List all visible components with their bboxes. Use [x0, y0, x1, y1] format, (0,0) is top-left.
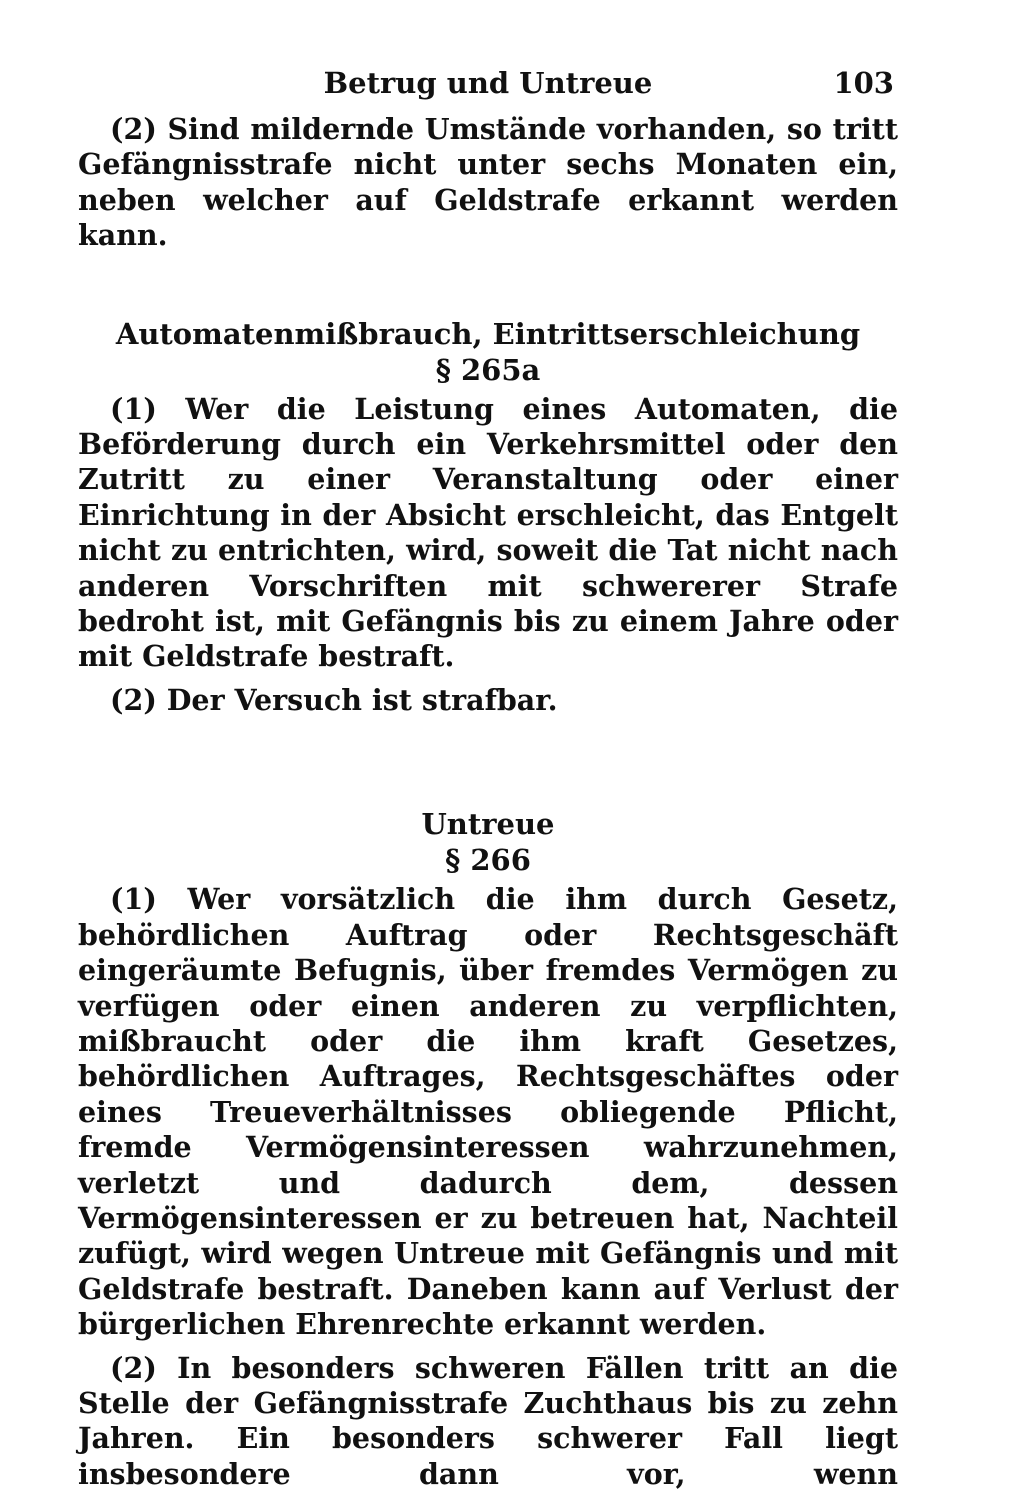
- book-page: [78, 66, 898, 1492]
- paragraph-1: (1) Wer vorsätzlich die ihm durch Gesetz, behördlichen Auftrag oder Rechtsgeschäft eingeräumte Befugnis, über fremdes Vermögen zu verfügen oder einen anderen zu verpflichten, mißbraucht oder die ihm kraft Gesetzes, behördlichen Auftrages, Rechtsgeschäftes oder eines Treueverhältnisses obliegende Pflicht, fremde Vermögensinteressen wahrzunehmen, verletzt und dadurch dem, dessen Vermögensinteressen er zu betreuen hat, Nachteil zufügt, wird wegen Untreue mit Gefängnis und mit Geldstrafe bestraft. Daneben kann auf Verlust der bürgerlichen Ehrenrechte erkannt werden.: [78, 882, 898, 1342]
- paragraph-1: (1) Wer die Leistung eines Automaten, die Beförderung durch ein Verkehrsmittel oder den Zutritt zu einer Veranstaltung oder einer Einrichtung in der Absicht erschleicht, das Entgelt nicht zu entrichten, wird, soweit die Tat nicht nach anderen Vorschriften mit schwererer Strafe bedroht ist, mit Gefängnis bis zu einem Jahre oder mit Geldstrafe bestraft.: [78, 391, 898, 674]
- paragraph-2: (2) Der Versuch ist strafbar.: [110, 682, 558, 717]
- continuation-paragraph: (2) Sind mildernde Umstände vorhanden, so tritt Gefängnisstrafe nicht unter sechs Monaten ein, neben welcher auf Geldstrafe erkannt werden kann.: [78, 112, 898, 253]
- section-title: Untreue: [421, 807, 555, 842]
- page-number: 103: [833, 66, 894, 100]
- running-head-title: Betrug und Untreue: [323, 66, 653, 100]
- section-265a: [78, 316, 898, 719]
- section-number: § 265a: [435, 352, 541, 387]
- section-gap: [78, 718, 898, 806]
- section-number: § 266: [445, 843, 531, 878]
- section-gap: [78, 254, 898, 316]
- running-head: [78, 66, 898, 112]
- section-266: [78, 806, 898, 1492]
- paragraph-2: (2) In besonders schweren Fällen tritt an die Stelle der Gefängnisstrafe Zuchthaus bis zu zehn Jahren. Ein besonders schwerer Fall liegt insbesondere dann vor, wenn: [78, 1350, 898, 1491]
- section-title: Automatenmißbrauch, Eintrittserschleichung: [115, 316, 861, 351]
